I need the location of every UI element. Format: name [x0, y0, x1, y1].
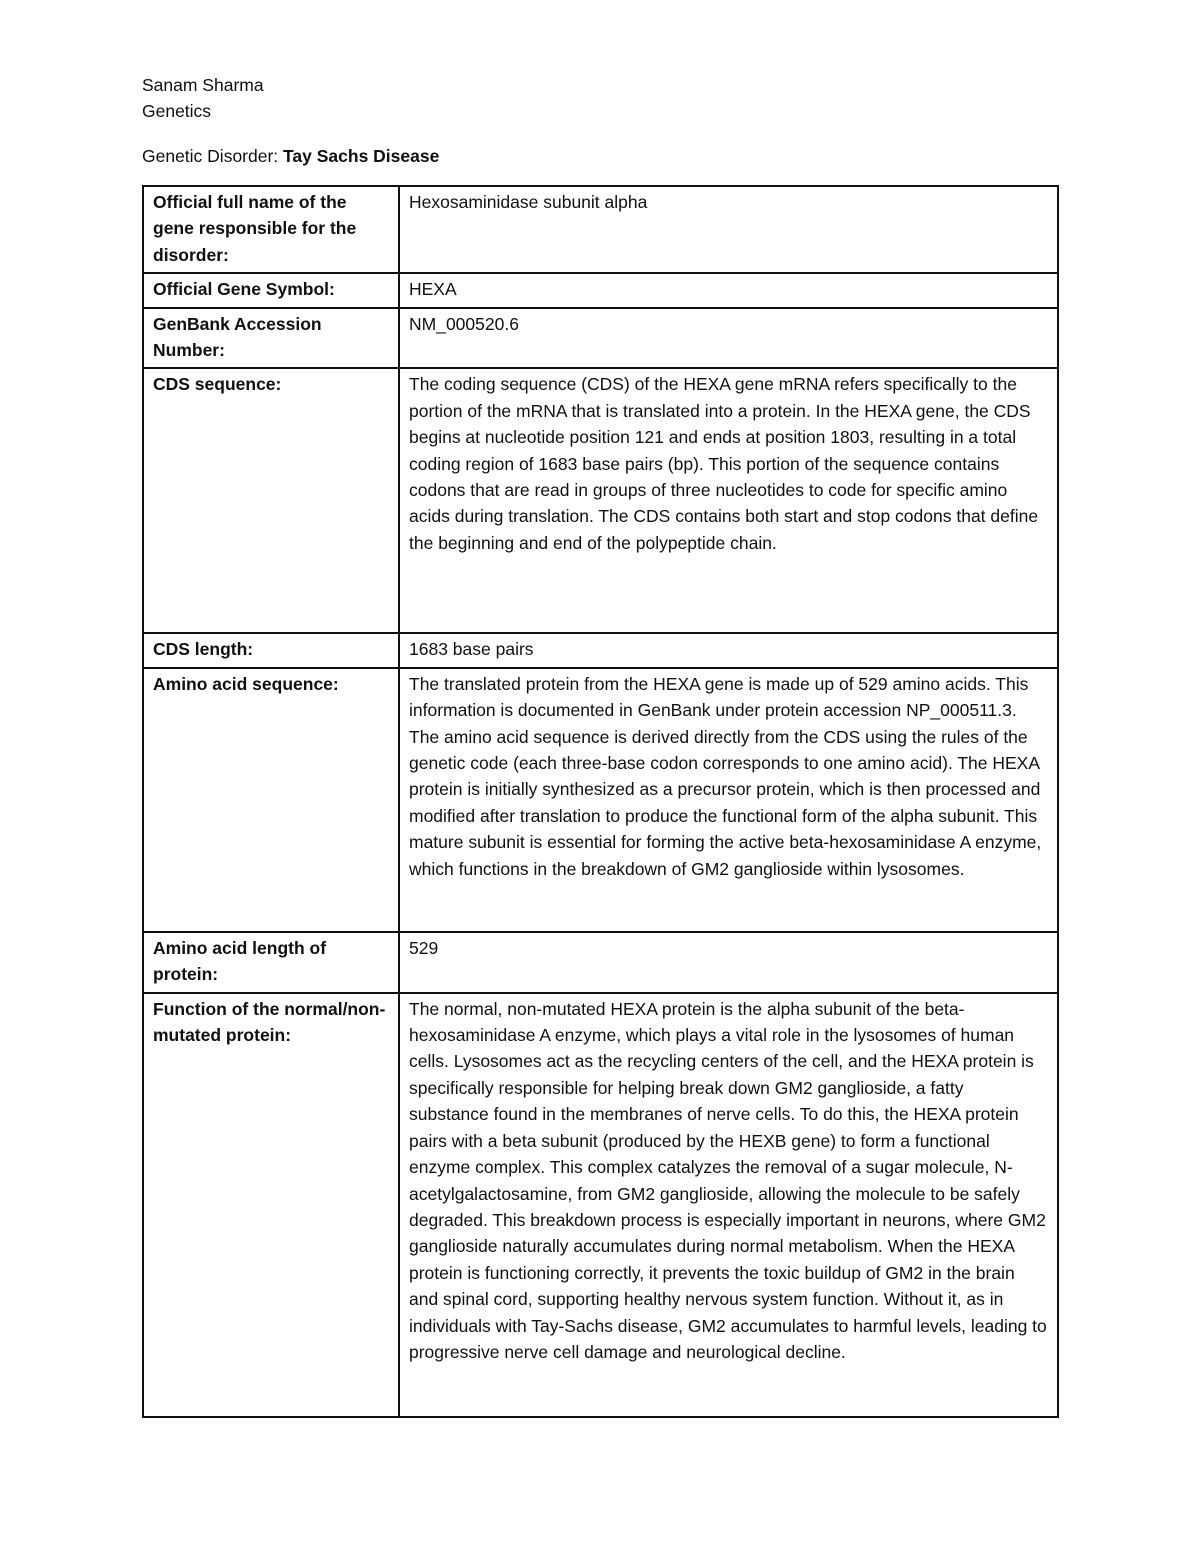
table-row — [143, 633, 1058, 667]
title-prefix: Genetic Disorder: — [142, 146, 284, 166]
table-row — [143, 993, 1058, 1417]
table-row — [143, 932, 1058, 993]
row-value: HEXA — [399, 273, 1058, 307]
table-row — [143, 186, 1058, 273]
row-label: Amino acid sequence: — [143, 668, 399, 932]
row-label: Official Gene Symbol: — [143, 273, 399, 307]
course-name: Genetics — [142, 101, 212, 121]
row-value: Hexosaminidase subunit alpha — [399, 186, 1058, 273]
row-label: CDS sequence: — [143, 368, 399, 633]
table-row — [143, 308, 1058, 369]
row-label: CDS length: — [143, 633, 399, 667]
row-value: The translated protein from the HEXA gene is made up of 529 amino acids. This information is documented in GenBank under protein accession NP_000511.3. The amino acid sequence is derived directly from the CDS using the rules of the genetic code (each three-base codon corresponds to one amino acid). The HEXA protein is initially synthesized as a precursor protein, which is then processed and modified after translation to produce the functional form of the alpha subunit. This mature subunit is essential for forming the active beta-hexosaminidase A enzyme, which functions in the breakdown of GM2 ganglioside within lysosomes. — [399, 668, 1058, 932]
row-label: Official full name of the gene responsible for the disorder: — [143, 186, 399, 273]
document-title — [142, 143, 439, 169]
table-row — [143, 368, 1058, 633]
gene-info-table — [142, 185, 1059, 1418]
row-value: The coding sequence (CDS) of the HEXA gene mRNA refers specifically to the portion of the mRNA that is translated into a protein. In the HEXA gene, the CDS begins at nucleotide position 121 and ends at position 1803, resulting in a total coding region of 1683 base pairs (bp). This portion of the sequence contains codons that are read in groups of three nucleotides to code for specific amino acids during translation. The CDS contains both start and stop codons that define the beginning and end of the polypeptide chain. — [399, 368, 1058, 633]
row-label: GenBank Accession Number: — [143, 308, 399, 369]
table-row — [143, 273, 1058, 307]
table-row — [143, 668, 1058, 932]
row-value: NM_000520.6 — [399, 308, 1058, 369]
row-value: 529 — [399, 932, 1058, 993]
disorder-name: Tay Sachs Disease — [283, 146, 440, 166]
row-value: The normal, non-mutated HEXA protein is the alpha subunit of the beta-hexosaminidase A enzyme, which plays a vital role in the lysosomes of human cells. Lysosomes act as the recycling centers of the cell, and the HEXA protein is specifically responsible for helping break down GM2 ganglioside, a fatty substance found in the membranes of nerve cells. To do this, the HEXA protein pairs with a beta subunit (produced by the HEXB gene) to form a functional enzyme complex. This complex catalyzes the removal of a sugar molecule, N-acetylgalactosamine, from GM2 ganglioside, allowing the molecule to be safely degraded. This breakdown process is especially important in neurons, where GM2 ganglioside naturally accumulates during normal metabolism. When the HEXA protein is functioning correctly, it prevents the toxic buildup of GM2 in the brain and spinal cord, supporting healthy nervous system function. Without it, as in individuals with Tay-Sachs disease, GM2 accumulates to harmful levels, leading to progressive nerve cell damage and neurological decline. — [399, 993, 1058, 1417]
row-value: 1683 base pairs — [399, 633, 1058, 667]
row-label: Function of the normal/non-mutated protein: — [143, 993, 399, 1417]
row-label: Amino acid length of protein: — [143, 932, 399, 993]
author-name: Sanam Sharma — [142, 75, 264, 95]
